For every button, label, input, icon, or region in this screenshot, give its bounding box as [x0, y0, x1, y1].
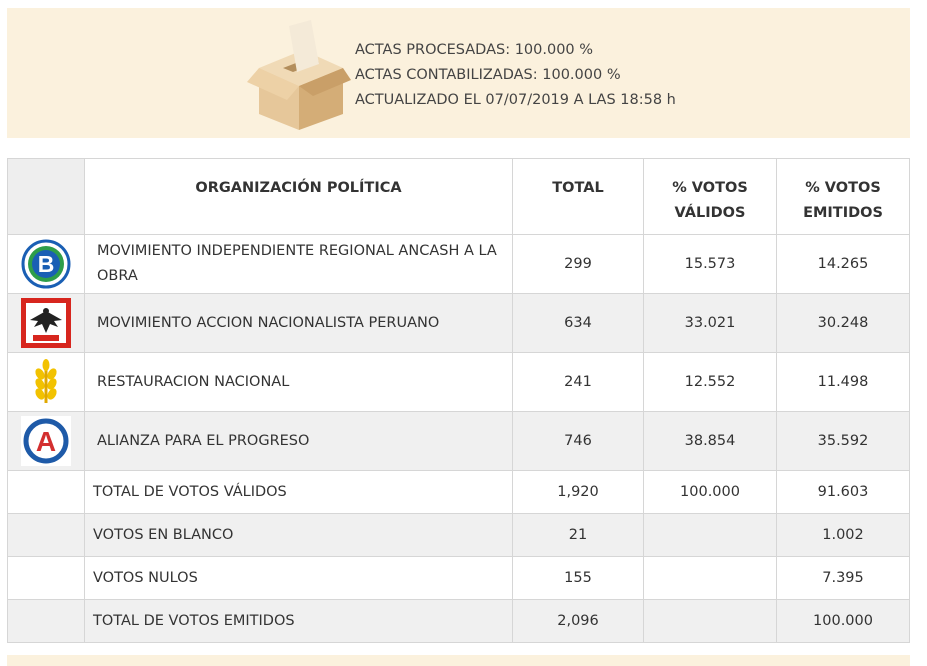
total-label: TOTAL DE VOTOS VÁLIDOS — [85, 471, 513, 514]
party-total: 634 — [513, 294, 644, 353]
total-emitidos: 1.002 — [777, 514, 910, 557]
party-total: 299 — [513, 235, 644, 294]
total-value: 155 — [513, 557, 644, 600]
party-validos: 38.854 — [644, 412, 777, 471]
total-validos: 100.000 — [644, 471, 777, 514]
table-header — [8, 159, 910, 235]
table-row — [8, 412, 910, 471]
total-emitidos: 91.603 — [777, 471, 910, 514]
total-emitidos: 100.000 — [777, 600, 910, 643]
total-label: VOTOS EN BLANCO — [85, 514, 513, 557]
party-emitidos: 14.265 — [777, 235, 910, 294]
party-emitidos: 30.248 — [777, 294, 910, 353]
ballot-box-icon — [239, 20, 351, 132]
table-row — [8, 471, 910, 514]
actas-procesadas: ACTAS PROCESADAS: 100.000 % — [355, 42, 594, 58]
party-name: MOVIMIENTO INDEPENDIENTE REGIONAL ANCASH A LA OBRA — [85, 235, 513, 294]
summary-panel — [7, 8, 910, 138]
total-label: VOTOS NULOS — [85, 557, 513, 600]
party-name: ALIANZA PARA EL PROGRESO — [85, 412, 513, 471]
svg-text:B: B — [37, 251, 55, 277]
party-total: 241 — [513, 353, 644, 412]
total-label: TOTAL DE VOTOS EMITIDOS — [85, 600, 513, 643]
table-row — [8, 514, 910, 557]
table-row — [8, 353, 910, 412]
total-emitidos: 7.395 — [777, 557, 910, 600]
letter-a-circle-logo — [21, 416, 71, 466]
total-validos — [644, 600, 777, 643]
party-emitidos: 11.498 — [777, 353, 910, 412]
party-validos: 12.552 — [644, 353, 777, 412]
table-row — [8, 294, 910, 353]
header-votos-emitidos: % VOTOS EMITIDOS — [777, 159, 910, 235]
condor-manpe-logo — [21, 298, 71, 348]
table-row — [8, 600, 910, 643]
party-total: 746 — [513, 412, 644, 471]
table-row — [8, 557, 910, 600]
party-validos: 15.573 — [644, 235, 777, 294]
total-validos — [644, 557, 777, 600]
actas-contabilizadas: ACTAS CONTABILIZADAS: 100.000 % — [355, 67, 621, 83]
actualizado: ACTUALIZADO EL 07/07/2019 A LAS 18:58 h — [355, 92, 676, 108]
svg-text:A: A — [35, 426, 57, 457]
party-name: RESTAURACION NACIONAL — [85, 353, 513, 412]
party-emitidos: 35.592 — [777, 412, 910, 471]
total-value: 21 — [513, 514, 644, 557]
total-value: 1,920 — [513, 471, 644, 514]
party-validos: 33.021 — [644, 294, 777, 353]
header-votos-validos: % VOTOS VÁLIDOS — [644, 159, 777, 235]
total-value: 2,096 — [513, 600, 644, 643]
header-total: TOTAL — [513, 159, 644, 235]
letter-b-circle-logo — [21, 239, 71, 289]
results-table — [7, 158, 910, 643]
header-logo-cell — [8, 159, 85, 235]
party-name: MOVIMIENTO ACCION NACIONALISTA PERUANO — [85, 294, 513, 353]
wheat-logo — [26, 357, 66, 407]
footer-band — [7, 655, 910, 666]
table-row — [8, 235, 910, 294]
header-organizacion: ORGANIZACIÓN POLÍTICA — [85, 159, 513, 235]
total-validos — [644, 514, 777, 557]
